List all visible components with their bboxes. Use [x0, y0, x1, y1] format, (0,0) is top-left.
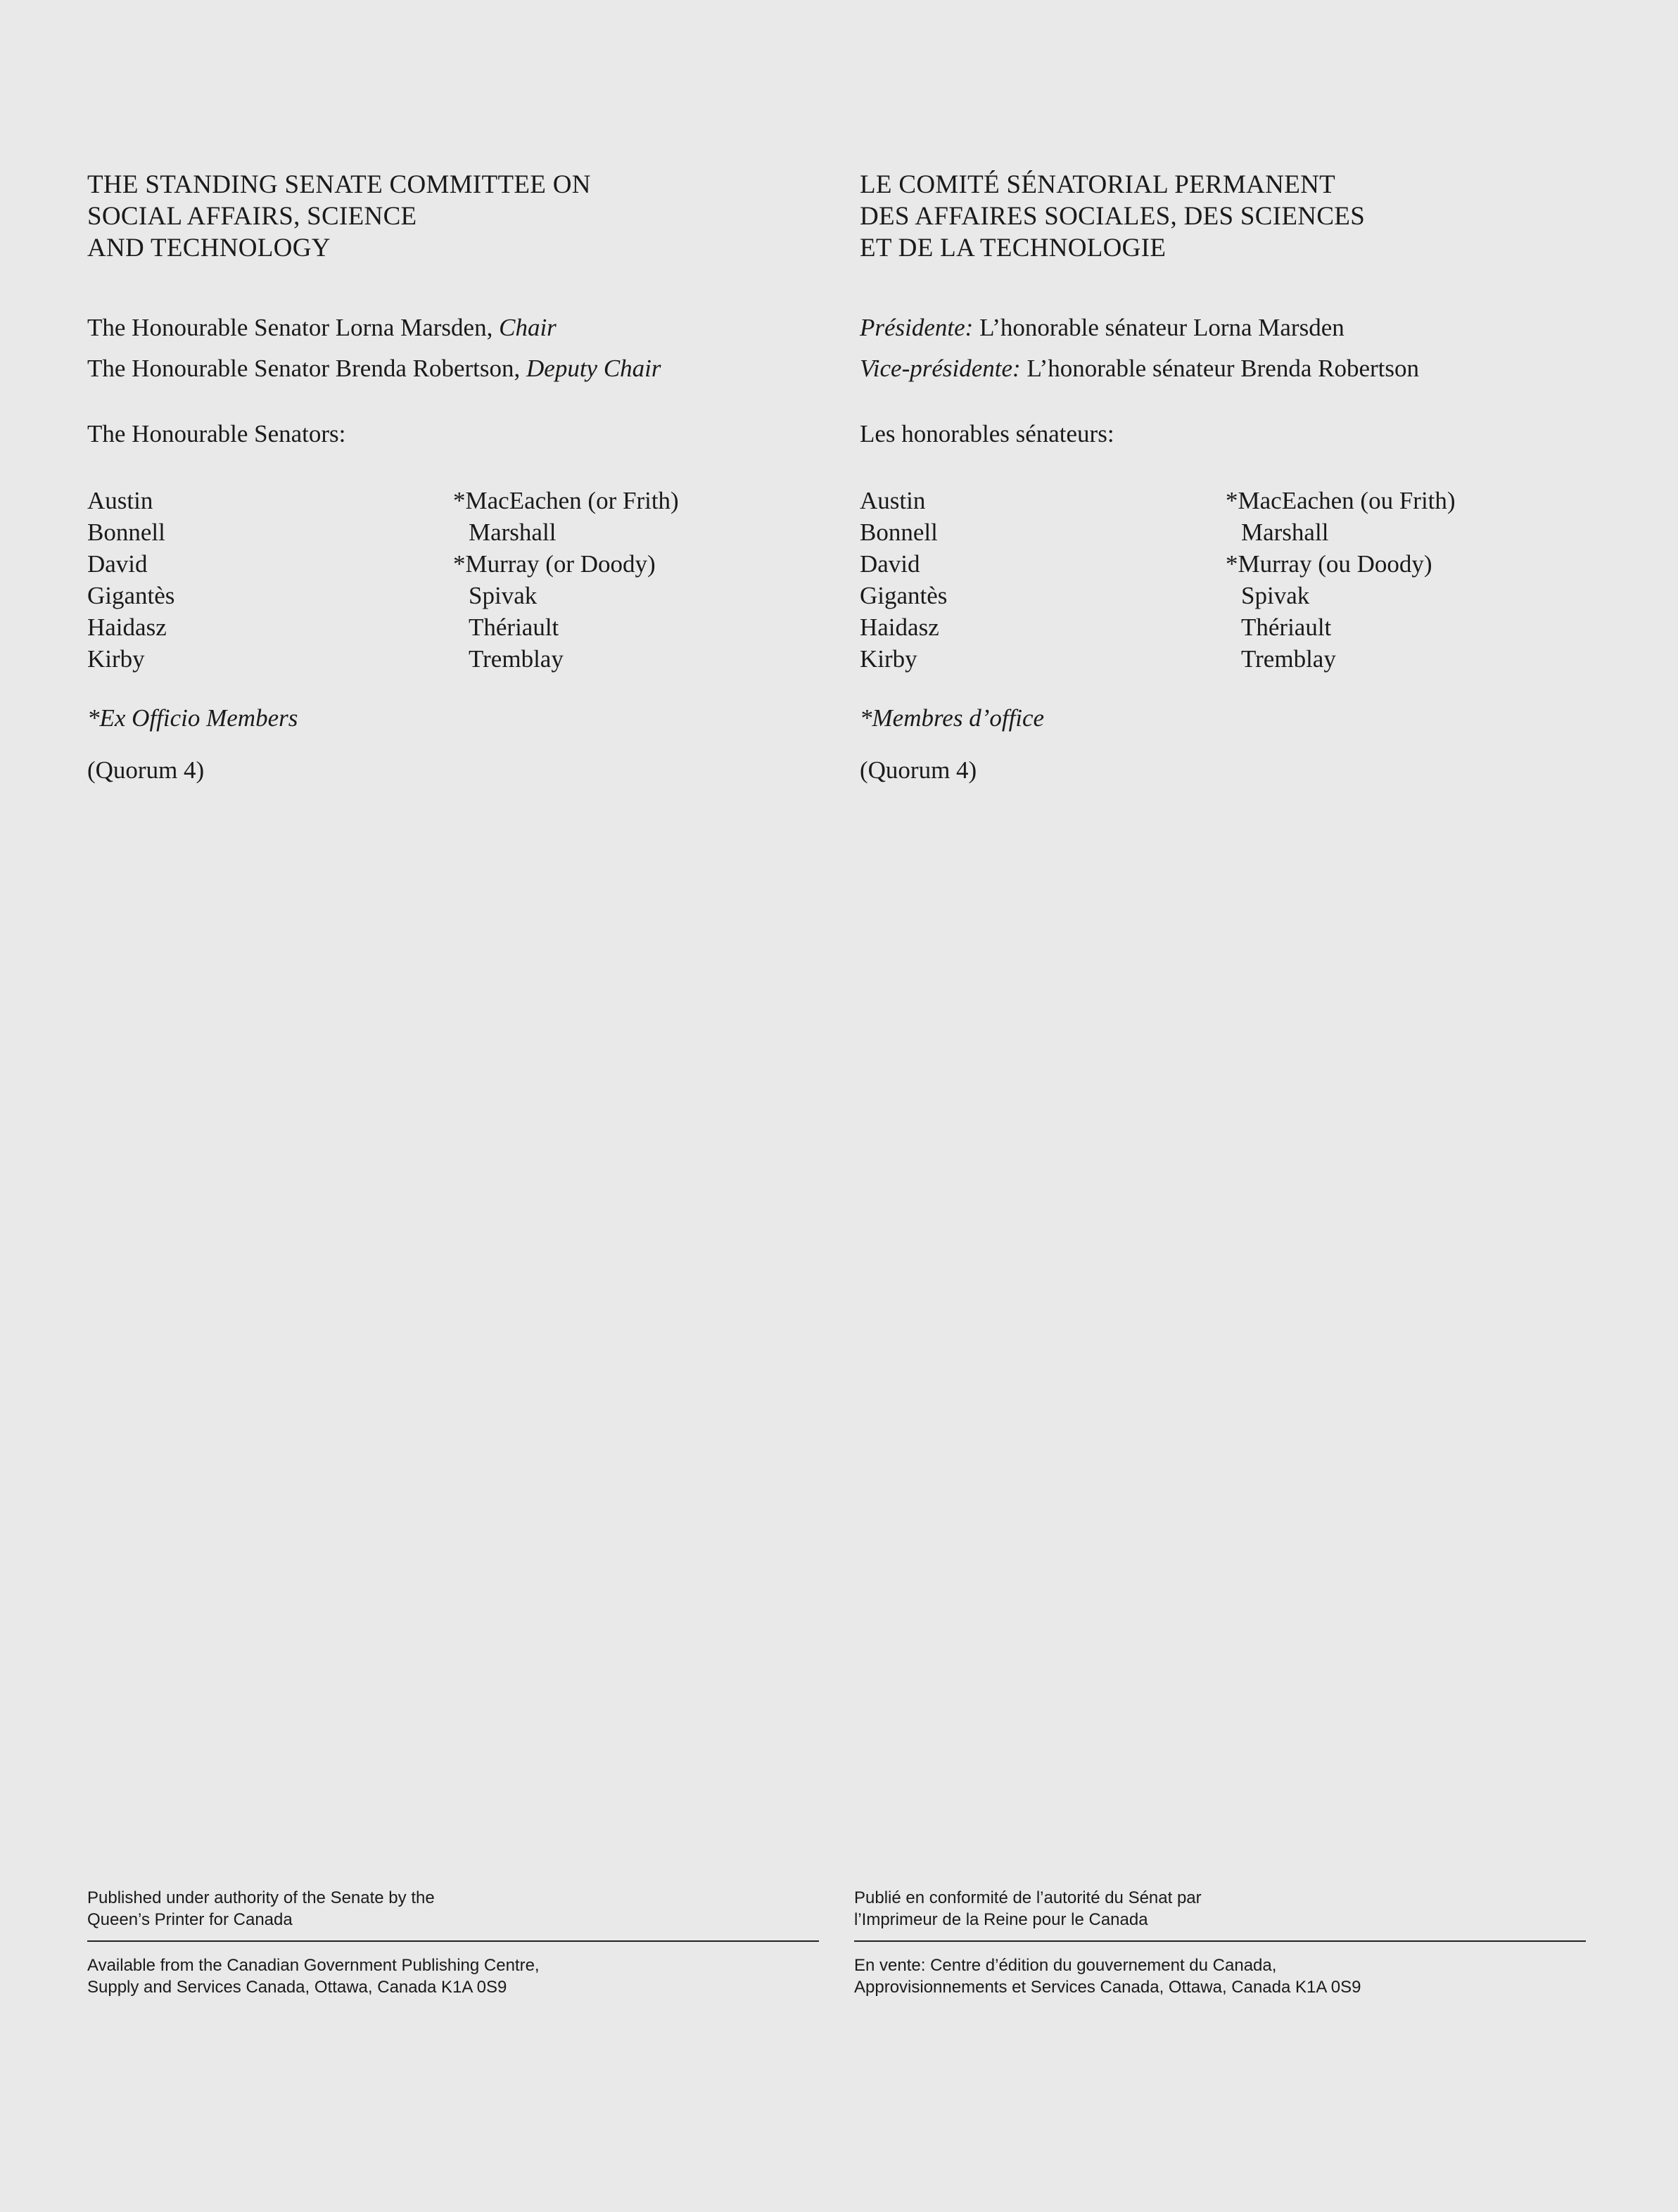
chair-name: L’honorable sénateur Lorna Marsden: [973, 314, 1345, 341]
member-name: Austin: [87, 487, 153, 514]
committee-title-fr: [860, 169, 1563, 264]
quorum-note: (Quorum 4): [860, 756, 977, 784]
members-list-fr: [860, 485, 1563, 675]
title-line: DES AFFAIRES SOCIALES, DES SCIENCES: [860, 202, 1366, 231]
member-name: Marshall: [1241, 519, 1329, 546]
deputy-chair-role: Vice-présidente:: [860, 355, 1021, 382]
chair-line: [860, 307, 1563, 348]
title-line: ET DE LA TECHNOLOGIE: [860, 234, 1167, 262]
member-name: Bonnell: [87, 519, 165, 546]
ex-officio-note: *Membres d’office: [860, 704, 1045, 732]
deputy-chair-name: The Honourable Senator Brenda Robertson,: [87, 355, 527, 382]
members-column-1: [860, 485, 1226, 675]
members-column-1: [87, 485, 453, 675]
title-line: THE STANDING SENATE COMMITTEE ON: [87, 170, 591, 199]
footer-divider: [87, 1940, 819, 1942]
title-line: SOCIAL AFFAIRS, SCIENCE: [87, 202, 417, 231]
availability-line: Approvisionnements et Services Canada, Ottawa, Canada K1A 0S9: [854, 1978, 1361, 1997]
chair-line: [87, 307, 791, 348]
member-name: David: [87, 550, 148, 578]
deputy-chair-name: L’honorable sénateur Brenda Robertson: [1020, 355, 1420, 382]
availability-line: Available from the Canadian Government Publishing Centre,: [87, 1956, 540, 1975]
member-name: Spivak: [469, 582, 538, 609]
publication-footer-fr: [854, 1887, 1586, 1998]
member-name: Gigantès: [87, 582, 175, 609]
deputy-chair-line: [860, 348, 1563, 389]
members-list-en: [87, 485, 791, 675]
member-name: Gigantès: [860, 582, 948, 609]
published-line: Queen’s Printer for Canada: [87, 1910, 293, 1929]
title-line: LE COMITÉ SÉNATORIAL PERMANENT: [860, 170, 1336, 199]
deputy-chair-role: Deputy Chair: [526, 355, 661, 382]
member-name: Haidasz: [87, 614, 167, 641]
member-name: Kirby: [860, 645, 917, 673]
member-name: Thériault: [469, 614, 559, 641]
published-line: l’Imprimeur de la Reine pour le Canada: [854, 1910, 1148, 1929]
french-column: [860, 169, 1563, 784]
deputy-chair-line: [87, 348, 791, 389]
committee-title-en: [87, 169, 791, 264]
member-name: Kirby: [87, 645, 145, 673]
chair-name: The Honourable Senator Lorna Marsden,: [87, 314, 500, 341]
availability-line: Supply and Services Canada, Ottawa, Canada K1A 0S9: [87, 1978, 507, 1997]
title-line: AND TECHNOLOGY: [87, 234, 331, 262]
published-line: Published under authority of the Senate by the: [87, 1888, 435, 1907]
member-name: Tremblay: [469, 645, 564, 673]
member-name: Marshall: [469, 519, 557, 546]
officers-en: [87, 307, 791, 389]
members-column-2: [453, 485, 791, 675]
officers-fr: [860, 307, 1563, 389]
chair-role: Présidente:: [860, 314, 974, 341]
member-name: *Murray (or Doody): [453, 550, 656, 578]
member-name: *MacEachen (ou Frith): [1226, 487, 1456, 514]
member-name: *Murray (ou Doody): [1226, 550, 1432, 578]
member-name: Austin: [860, 487, 926, 514]
footer-divider: [854, 1940, 1586, 1942]
ex-officio-note: *Ex Officio Members: [87, 704, 298, 732]
quorum-note: (Quorum 4): [87, 756, 205, 784]
availability-line: En vente: Centre d’édition du gouvernement du Canada,: [854, 1956, 1277, 1975]
senators-label: Les honorables sénateurs:: [860, 420, 1114, 447]
member-name: Tremblay: [1241, 645, 1336, 673]
senators-label: The Honourable Senators:: [87, 420, 346, 447]
members-column-2: [1226, 485, 1563, 675]
chair-role: Chair: [499, 314, 557, 341]
english-column: [87, 169, 791, 784]
member-name: Spivak: [1241, 582, 1310, 609]
member-name: Haidasz: [860, 614, 939, 641]
member-name: Bonnell: [860, 519, 938, 546]
member-name: Thériault: [1241, 614, 1332, 641]
member-name: David: [860, 550, 920, 578]
published-line: Publié en conformité de l’autorité du Sénat par: [854, 1888, 1202, 1907]
member-name: *MacEachen (or Frith): [453, 487, 679, 514]
publication-footer-en: [87, 1887, 819, 1998]
